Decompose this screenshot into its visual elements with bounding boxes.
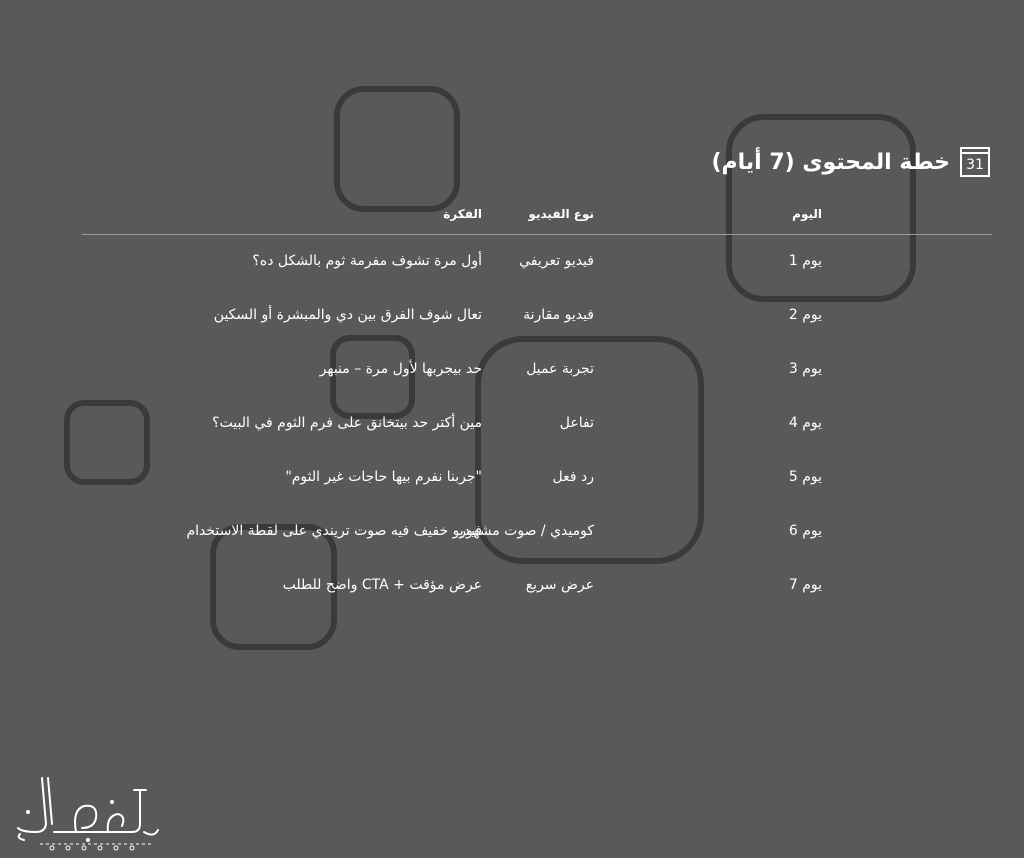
table-row — [82, 451, 992, 505]
calendar-icon — [960, 147, 990, 177]
video-type-cell: رد فعل — [552, 469, 594, 485]
table-row — [82, 505, 992, 559]
decorative-frame — [334, 86, 460, 212]
idea-cell: أول مرة تشوف مفرمة ثوم بالشكل ده؟ — [252, 253, 482, 269]
day-cell: يوم 3 — [788, 361, 822, 377]
idea-cell: حد بيجربها لأول مرة – منبهر — [319, 361, 482, 377]
column-header-video-type: نوع الفيديو — [528, 207, 594, 221]
day-cell: يوم 6 — [788, 523, 822, 539]
day-cell: يوم 1 — [788, 253, 822, 269]
column-header-idea: الفكرة — [443, 207, 482, 221]
logo — [12, 772, 162, 852]
content-plan-table — [82, 203, 992, 613]
table-row — [82, 235, 992, 289]
table-row — [82, 397, 992, 451]
idea-cell: فيديو خفيف فيه صوت تريندي على لقطة الاستخدام — [186, 523, 482, 539]
video-type-cell: فيديو مقارنة — [523, 307, 594, 323]
video-type-cell: كوميدي / صوت مشهور — [459, 523, 594, 539]
day-cell: يوم 4 — [788, 415, 822, 431]
table-row — [82, 289, 992, 343]
video-type-cell: فيديو تعريفي — [519, 253, 594, 269]
day-cell: يوم 5 — [788, 469, 822, 485]
idea-cell: تعال شوف الفرق بين دي والمبشرة أو السكين — [213, 307, 482, 323]
column-header-day: اليوم — [792, 207, 822, 221]
calendar-icon-number: 31 — [966, 156, 984, 173]
table-row — [82, 559, 992, 613]
idea-cell: "جربنا نفرم بيها حاجات غير الثوم" — [285, 469, 482, 485]
page-header — [711, 147, 990, 177]
page-title: خطة المحتوى (7 أيام) — [711, 149, 950, 175]
day-cell: يوم 2 — [788, 307, 822, 323]
table-header — [82, 203, 992, 235]
video-type-cell: تفاعل — [559, 415, 594, 431]
table-row — [82, 343, 992, 397]
video-type-cell: تجربة عميل — [526, 361, 594, 377]
idea-cell: مين أكتر حد بيتخانق على فرم الثوم في البيت؟ — [212, 415, 482, 431]
day-cell: يوم 7 — [788, 577, 822, 593]
video-type-cell: عرض سريع — [525, 577, 594, 593]
idea-cell: عرض مؤقت + CTA واضح للطلب — [282, 577, 482, 593]
